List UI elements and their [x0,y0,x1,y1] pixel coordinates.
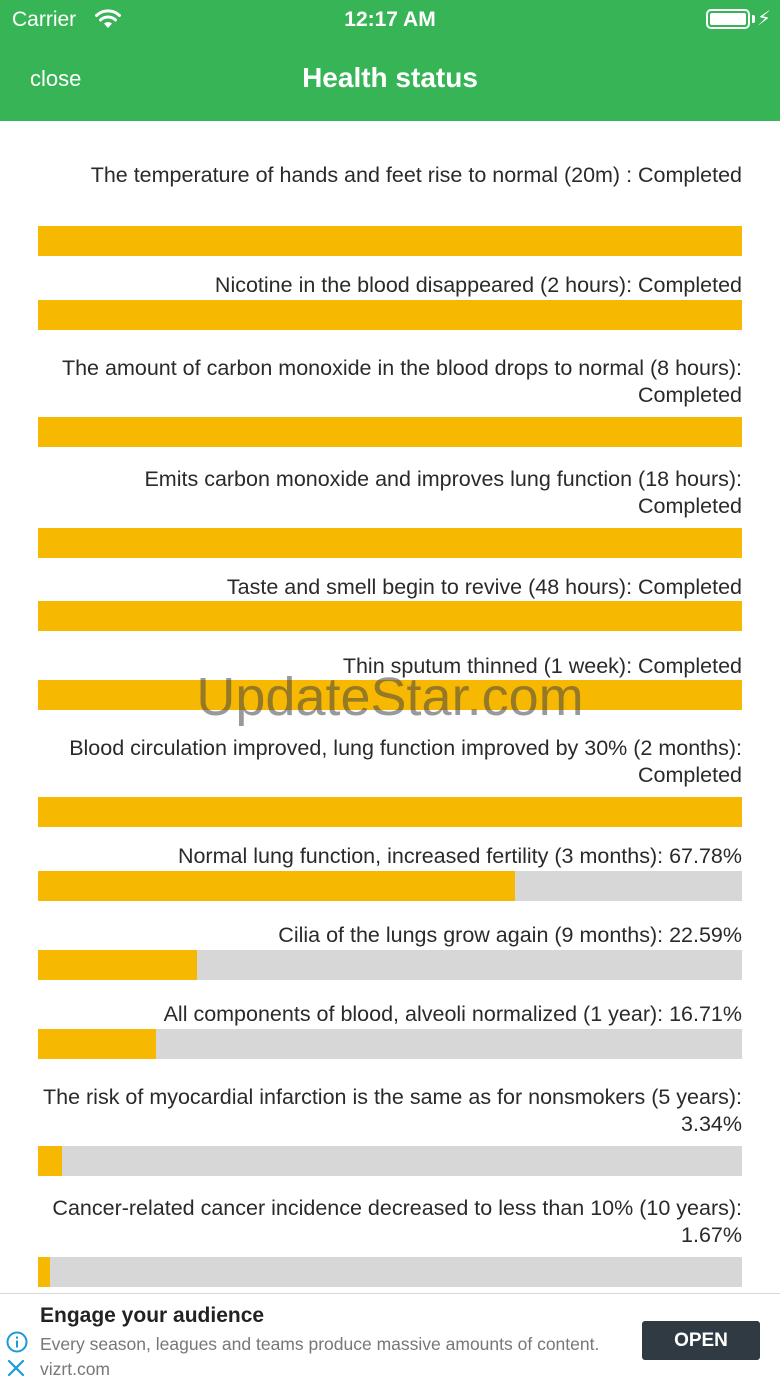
battery-tip [752,15,755,23]
progress-bar [38,226,742,256]
header-bar [0,0,780,121]
milestone-label: Normal lung function, increased fertility (3 months): 67.78% [177,844,742,868]
progress-fill [38,1029,156,1059]
milestone-item [38,1195,742,1248]
milestone-label: The amount of carbon monoxide in the blood drops to normal (8 hours): Completed [61,356,742,407]
clock: 12:17 AM [344,8,436,31]
milestone-item [38,1084,742,1137]
progress-fill [38,417,742,447]
info-icon[interactable] [6,1331,28,1353]
progress-fill [38,871,515,901]
progress-bar [38,797,742,827]
milestone-label: Taste and smell begin to revive (48 hours): Completed [226,575,742,599]
milestone-label: All components of blood, alveoli normalized (1 year): 16.71% [163,1002,742,1026]
milestone-item [38,272,742,299]
milestone-item [38,466,742,519]
ad-title: Engage your audience [40,1304,265,1327]
progress-bar [38,528,742,558]
page-title: Health status [302,62,478,93]
progress-fill [38,300,742,330]
milestone-item [38,355,742,408]
watermark: UpdateStar.com [196,667,584,727]
progress-bar [38,1029,742,1059]
ad-description: Every season, leagues and teams produce massive amounts of content. vizrt.com [40,1334,600,1379]
milestone-label: Nicotine in the blood disappeared (2 hours): Completed [214,273,742,297]
progress-fill [38,797,742,827]
progress-fill [38,1146,62,1176]
progress-bar [38,1146,742,1176]
progress-fill [38,226,742,256]
milestone-item [38,1001,742,1028]
progress-bar [38,1257,742,1287]
close-button[interactable]: close [30,66,82,91]
milestone-label: Emits carbon monoxide and improves lung function (18 hours): Completed [144,467,742,518]
milestone-label: Cilia of the lungs grow again (9 months): 22.59% [278,923,742,947]
milestone-label: Thin sputum thinned (1 week): Completed [342,654,742,678]
milestone-label: The temperature of hands and feet rise to normal (20m) : Completed [90,163,742,187]
milestone-item [38,162,742,189]
milestone-label: The risk of myocardial infarction is the same as for nonsmokers (5 years): 3.34% [42,1085,742,1136]
battery-icon [706,9,750,29]
progress-fill [38,680,742,710]
milestone-item [38,735,742,788]
milestone-item [38,843,742,870]
milestone-label: Cancer-related cancer incidence decreased to less than 10% (10 years): 1.67% [52,1196,742,1247]
milestone-item [38,574,742,601]
progress-bar [38,417,742,447]
progress-bar [38,300,742,330]
milestone-label: Blood circulation improved, lung function improved by 30% (2 months): Completed [69,736,742,787]
ad-banner[interactable] [0,1293,780,1387]
charging-bolt-icon: ⚡ [756,8,771,30]
progress-fill [38,601,742,631]
progress-fill [38,950,197,980]
progress-bar [38,680,742,710]
status-bar [0,0,780,40]
progress-fill [38,528,742,558]
progress-bar [38,871,742,901]
milestone-item [38,653,742,680]
open-button[interactable]: OPEN [642,1321,760,1360]
progress-bar [38,950,742,980]
carrier-label: Carrier [12,8,77,31]
progress-fill [38,1257,50,1287]
close-icon[interactable] [6,1358,26,1378]
progress-bar [38,601,742,631]
milestone-item [38,922,742,949]
